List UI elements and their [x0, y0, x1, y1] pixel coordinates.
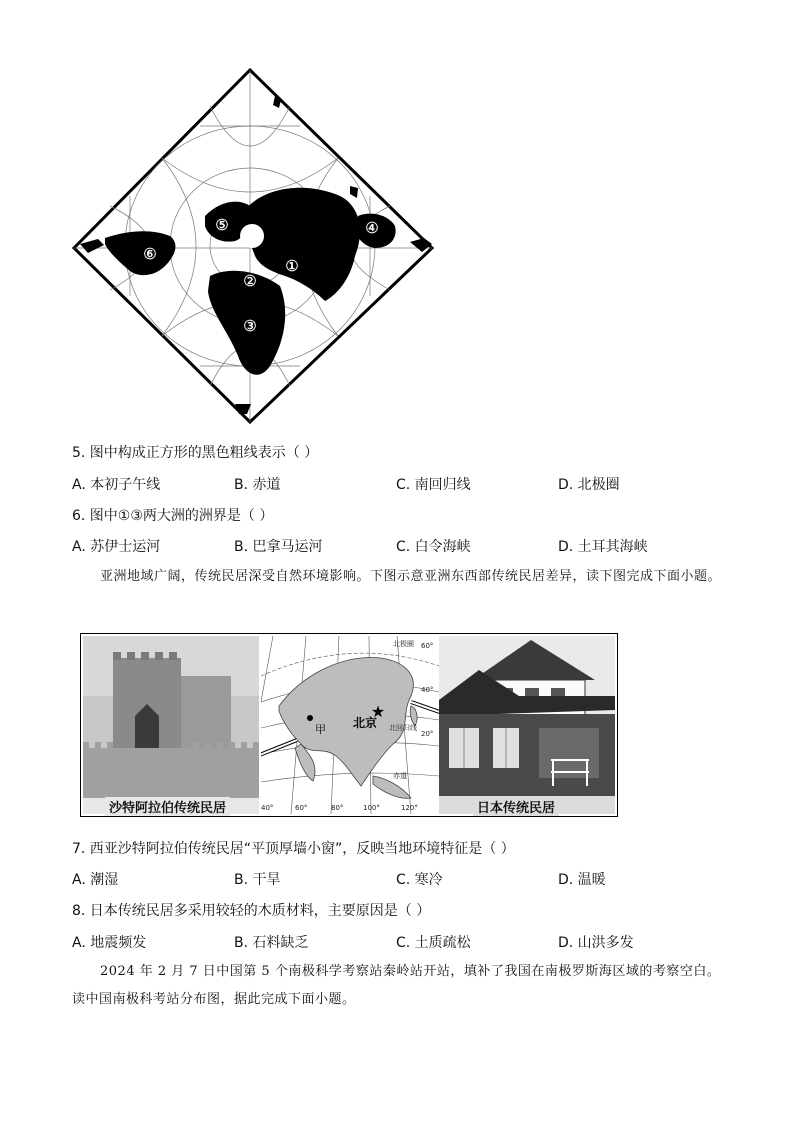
label-lon-60: 60° — [295, 804, 308, 812]
q5-option-c[interactable]: C. 南回归线 — [396, 477, 471, 493]
label-lat40: 40° — [421, 686, 434, 694]
label-chidao: 赤道 — [393, 772, 407, 780]
continent-label-5: ⑤ — [215, 216, 229, 234]
q5-option-d[interactable]: D. 北极圈 — [558, 477, 620, 493]
q8-option-d[interactable]: D. 山洪多发 — [558, 935, 634, 951]
label-lat20: 20° — [421, 730, 434, 738]
q8-option-a[interactable]: A. 地震频发 — [72, 935, 147, 951]
q6-option-b[interactable]: B. 巴拿马运河 — [234, 539, 323, 555]
q7-option-b[interactable]: B. 干旱 — [234, 872, 281, 888]
q6-option-a[interactable]: A. 苏伊士运河 — [72, 539, 161, 555]
question-5-stem: 5. 图中构成正方形的黑色粗线表示（ ） — [72, 445, 319, 461]
q8-option-c[interactable]: C. 土质疏松 — [396, 935, 471, 951]
world-map-diamond — [70, 66, 440, 426]
figure-asia-houses — [80, 633, 618, 817]
continent-label-6: ⑥ — [143, 245, 157, 263]
q5-option-a[interactable]: A. 本初子午线 — [72, 477, 161, 493]
label-lon-120: 120° — [401, 804, 418, 812]
point-jia — [307, 715, 313, 721]
q7-option-c[interactable]: C. 寒冷 — [396, 872, 443, 888]
question-6-stem: 6. 图中①③两大洲的洲界是（ ） — [72, 508, 274, 524]
label-lon-80: 80° — [331, 804, 344, 812]
label-lon-100: 100° — [363, 804, 380, 812]
continent-label-2: ② — [243, 272, 257, 290]
intro-antarctic-stations: 2024 年 2 月 7 日中国第 5 个南极科学考察站秦岭站开站，填补了我国在南极罗斯海区域的考察空白。读中国南极科考站分布图，据此完成下面小题。 — [72, 964, 721, 1007]
continent-label-1: ① — [285, 257, 299, 275]
intro-asia-houses: 亚洲地域广阔，传统民居深受自然环境影响。下图示意亚洲东西部传统民居差异，读下图完成下面小题。 — [100, 569, 722, 584]
caption-japan-house: 日本传统民居 — [473, 797, 559, 816]
label-jia: 甲 — [315, 723, 326, 736]
asia-map — [261, 636, 439, 814]
beijing-star-icon: ★ — [370, 702, 386, 721]
label-lat60: 60° — [421, 642, 434, 650]
saudi-house-photo — [83, 636, 259, 814]
question-7-stem: 7. 西亚沙特阿拉伯传统民居“平顶厚墙小窗”，反映当地环境特征是（ ） — [72, 841, 515, 857]
label-beiji: 北极圈 — [393, 640, 414, 648]
label-beihuigui: 北回归线 — [389, 724, 417, 732]
label-beijing: 北京 — [353, 716, 378, 730]
continent-label-4: ④ — [365, 219, 379, 237]
q5-option-b[interactable]: B. 赤道 — [234, 477, 281, 493]
question-8-stem: 8. 日本传统民居多采用较轻的木质材料，主要原因是（ ） — [72, 903, 431, 919]
label-lon-40: 40° — [261, 804, 274, 812]
caption-saudi-house: 沙特阿拉伯传统民居 — [105, 797, 230, 816]
q7-option-a[interactable]: A. 潮湿 — [72, 872, 119, 888]
q6-option-c[interactable]: C. 白令海峡 — [396, 539, 471, 555]
q6-option-d[interactable]: D. 土耳其海峡 — [558, 539, 648, 555]
q7-option-d[interactable]: D. 温暖 — [558, 872, 606, 888]
continent-label-3: ③ — [243, 317, 257, 335]
japan-house-photo — [439, 636, 615, 814]
q8-option-b[interactable]: B. 石料缺乏 — [234, 935, 309, 951]
